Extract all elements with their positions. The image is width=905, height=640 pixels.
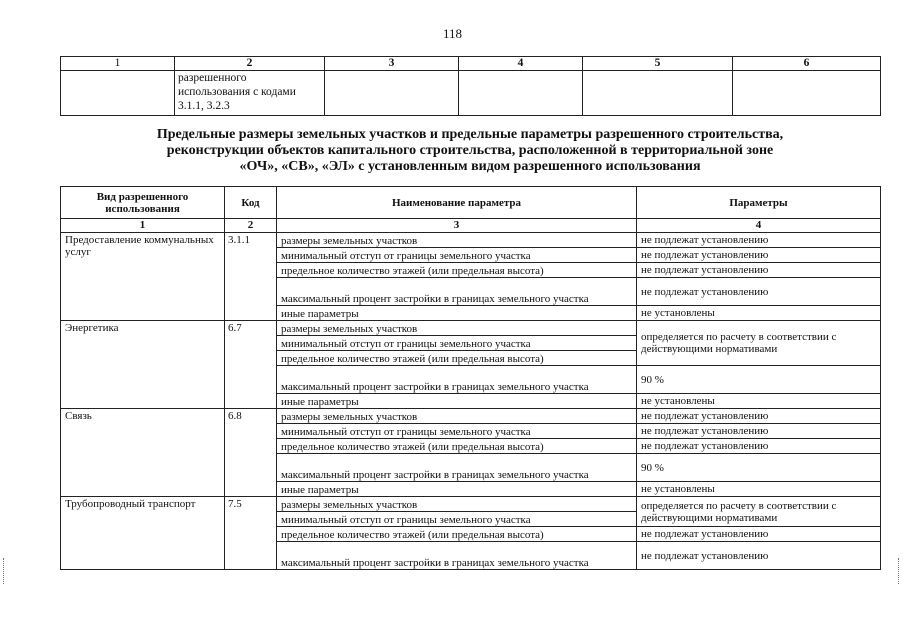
col-number-5: 5 (583, 57, 733, 71)
param-name: иные параметры (277, 306, 637, 321)
cell-usage-codes: разрешенного использования с кодами 3.1.1, 3.2.3 (175, 71, 325, 116)
param-name: предельное количество этажей (или предельная высота) (277, 263, 637, 278)
param-value: не подлежат установлению (637, 409, 881, 424)
use-type-name: Энергетика (61, 321, 225, 409)
param-value: не подлежат установлению (637, 248, 881, 263)
header-code: Код (225, 187, 277, 219)
param-value: не подлежат установлению (637, 278, 881, 306)
header-use-type: Вид разрешенного использования (61, 187, 225, 219)
use-type-name: Предоставление коммунальных услуг (61, 233, 225, 321)
param-value: не установлены (637, 482, 881, 497)
param-value: не подлежат установлению (637, 439, 881, 454)
param-name: максимальный процент застройки в границах земельного участка (277, 366, 637, 394)
table-row (61, 409, 881, 424)
param-value: 90 % (637, 454, 881, 482)
param-name: предельное количество этажей (или предельная высота) (277, 351, 637, 366)
col-number: 1 (61, 219, 225, 233)
param-value: не подлежат установлению (637, 542, 881, 570)
parameters-table (60, 186, 881, 570)
col-number-4: 4 (459, 57, 583, 71)
param-value: не установлены (637, 394, 881, 409)
cell (325, 71, 459, 116)
param-name: иные параметры (277, 394, 637, 409)
use-type-code: 3.1.1 (225, 233, 277, 321)
param-name: минимальный отступ от границы земельного участка (277, 424, 637, 439)
param-value-merged: определяется по расчету в соответствии с действующими нормативами (637, 321, 881, 366)
cell (583, 71, 733, 116)
cell (61, 71, 175, 116)
param-name: минимальный отступ от границы земельного участка (277, 512, 637, 527)
col-number-3: 3 (325, 57, 459, 71)
section-title-line: «ОЧ», «СВ», «ЭЛ» с установленным видом разрешенного использования (239, 159, 701, 174)
param-value: не подлежат установлению (637, 527, 881, 542)
col-number: 4 (637, 219, 881, 233)
param-value: не подлежат установлению (637, 233, 881, 248)
table-number-row (61, 219, 881, 233)
col-number-2: 2 (175, 57, 325, 71)
col-number-1: 1 (61, 57, 175, 71)
param-value: не подлежат установлению (637, 424, 881, 439)
param-name: максимальный процент застройки в границах земельного участка (277, 542, 637, 570)
use-type-code: 6.8 (225, 409, 277, 497)
param-value: не подлежат установлению (637, 263, 881, 278)
continuation-table (60, 56, 881, 116)
table-row (61, 497, 881, 512)
use-type-code: 6.7 (225, 321, 277, 409)
param-name: максимальный процент застройки в границах земельного участка (277, 278, 637, 306)
param-name: предельное количество этажей (или предельная высота) (277, 439, 637, 454)
header-param-name: Наименование параметра (277, 187, 637, 219)
param-value-merged: определяется по расчету в соответствии с действующими нормативами (637, 497, 881, 527)
table-row (61, 233, 881, 248)
param-name: размеры земельных участков (277, 497, 637, 512)
param-name: минимальный отступ от границы земельного участка (277, 248, 637, 263)
param-value: не установлены (637, 306, 881, 321)
cell (459, 71, 583, 116)
use-type-name: Трубопроводный транспорт (61, 497, 225, 570)
scan-edge-mark (898, 558, 901, 584)
param-name: размеры земельных участков (277, 321, 637, 336)
continuation-row (61, 71, 881, 116)
param-name: минимальный отступ от границы земельного участка (277, 336, 637, 351)
table-header-row (61, 187, 881, 219)
section-title-line: Предельные размеры земельных участков и предельные параметры разрешенного строительства, (156, 127, 784, 142)
col-number: 2 (225, 219, 277, 233)
col-number: 3 (277, 219, 637, 233)
use-type-name: Связь (61, 409, 225, 497)
col-number-6: 6 (733, 57, 881, 71)
param-name: иные параметры (277, 482, 637, 497)
continuation-header-row (61, 57, 881, 71)
section-title (60, 127, 880, 175)
param-name: максимальный процент застройки в границах земельного участка (277, 454, 637, 482)
scan-edge-mark (3, 558, 6, 584)
param-value: 90 % (637, 366, 881, 394)
param-name: предельное количество этажей (или предельная высота) (277, 527, 637, 542)
header-params: Параметры (637, 187, 881, 219)
page-number: 118 (442, 26, 463, 41)
param-name: размеры земельных участков (277, 409, 637, 424)
table-row (61, 321, 881, 336)
cell (733, 71, 881, 116)
param-name: размеры земельных участков (277, 233, 637, 248)
use-type-code: 7.5 (225, 497, 277, 570)
section-title-line: реконструкции объектов капитального строительства, расположенной в территориальной зоне (166, 143, 774, 158)
